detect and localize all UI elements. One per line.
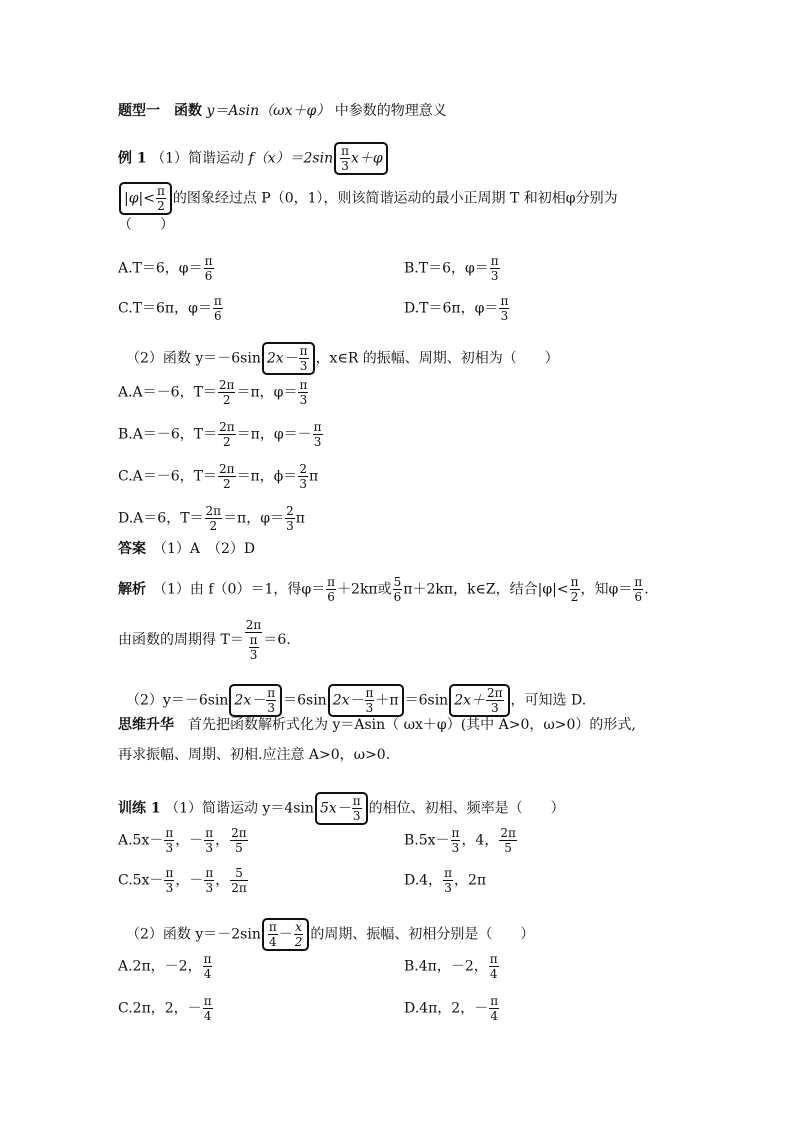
function-argument: $\frac{\pi}{4}$ － $\frac{x}{2}$: [262, 918, 310, 951]
analysis-line1: 解析 （1）由 f（0）＝1，得φ＝ $\frac{\pi}{6}$ ＋2kπ或 $\frac{5}{6}$ π＋2kπ，k∈Z，结合|φ|< $\frac{\pi}{2}$ ，知φ＝ $\frac{\pi}{6}$ .: [118, 575, 649, 604]
option-2c: C.A＝－6，T＝ $\frac{2\pi}{2}$ ＝π，ϕ＝ $\frac{2}{3}$ π: [118, 462, 319, 491]
option-b: B.T＝6，φ＝ $\frac{\pi}{3}$: [404, 254, 499, 283]
training2-option-d: D.4π，2，－ $\frac{\pi}{4}$: [404, 994, 499, 1023]
summary-line1: 思维升华 首先把函数解析式化为 y＝Asin（ ωx＋φ）(其中 A>0，ω>0）的形式,: [118, 717, 636, 733]
training-option-d: D.4， $\frac{\pi}{3}$ ，2π: [404, 866, 487, 895]
fraction: $\frac{2}{3}$: [286, 504, 294, 533]
fraction: $\frac{\pi}{6}$: [634, 575, 643, 604]
fraction: $\frac{\pi}{2}$: [156, 184, 165, 213]
answer-label: 答案: [118, 541, 146, 557]
training2-option-a: A.2π，－2， $\frac{\pi}{4}$: [118, 952, 212, 981]
summary-line2: 再求振幅、周期、初相.应注意 A>0，ω>0.: [118, 747, 391, 763]
example-text: （1）简谐运动: [151, 150, 244, 167]
section-title-tail: 中参数的物理意义: [334, 103, 447, 119]
fraction: $\frac{\pi}{4}$: [268, 920, 277, 949]
function-argument: 2x－ $\frac{\pi}{3}$: [262, 342, 315, 375]
fraction: $\frac{2}{3}$: [299, 462, 307, 491]
example1-part1-line1: [118, 142, 389, 175]
fraction: $\frac{\pi}{3}$: [249, 633, 258, 662]
fraction: $\frac{\pi}{3}$: [165, 866, 174, 895]
fraction: $\frac{2\pi}{2}$: [219, 420, 235, 449]
fraction: $\frac{\pi}{3}$: [444, 866, 452, 895]
option-a: A.T＝6，φ＝ $\frac{\pi}{6}$: [118, 254, 213, 283]
analysis-line2: 由函数的周期得 T＝ $\frac{2\pi}{\frac{\pi}{3}}$ ＝6.: [118, 618, 291, 662]
fraction: $\frac{\pi}{3}$: [451, 826, 460, 855]
training1-part1: 训练 1 （1）简谐运动 y＝4sin 5x－ $\frac{\pi}{3}$ 的相位、初相、频率是（ ）: [118, 794, 565, 823]
fraction: $\frac{\pi}{6}$: [327, 575, 336, 604]
fraction: $\frac{\pi}{4}$: [203, 952, 212, 981]
function-argument: $\frac{\pi}{3}$ x＋φ: [334, 142, 388, 175]
example1-part2: （2）函数 y＝－6sin 2x－ $\frac{\pi}{3}$ ，x∈R 的振幅、周期、初相为（ ）: [126, 344, 559, 373]
answer-line: [118, 540, 255, 558]
fraction: $\frac{\pi}{4}$: [203, 994, 212, 1023]
training-label: 训练 1: [118, 800, 161, 817]
function-argument: 2x－ $\frac{\pi}{3}$ ＋π: [328, 684, 404, 717]
fraction: $\frac{\pi}{6}$: [204, 254, 213, 283]
fraction: $\frac{\pi}{3}$: [500, 294, 509, 323]
training2-option-b: B.4π，－2， $\frac{\pi}{4}$: [404, 952, 498, 981]
function-argument: 2x－ $\frac{\pi}{3}$: [229, 684, 282, 717]
question-text: 的图象经过点 P（0，1），则该简谐运动的最小正周期 T 和初相φ分别为: [172, 190, 618, 207]
fraction: $\frac{\pi}{4}$: [489, 952, 498, 981]
training2-option-c: C.2π，2，－ $\frac{\pi}{4}$: [118, 994, 212, 1023]
fraction: $\frac{x}{2}$: [294, 920, 303, 949]
fraction: $\frac{\pi}{3}$: [490, 254, 499, 283]
fraction: $\frac{2\pi}{3}$: [487, 686, 503, 715]
phase-condition: |φ|< $\frac{\pi}{2}$: [119, 182, 172, 215]
fraction: $\frac{\pi}{3}$: [205, 826, 214, 855]
fraction: $\frac{\pi}{3}$: [299, 378, 308, 407]
option-2b: B.A＝－6，T＝ $\frac{2\pi}{2}$ ＝π，φ＝－ $\frac{\pi}{3}$: [118, 420, 322, 449]
training-option-b: B.5x－ $\frac{\pi}{3}$ ，4， $\frac{2\pi}{5}$: [404, 826, 516, 855]
training-option-a: A.5x－ $\frac{\pi}{3}$ ，－ $\frac{\pi}{3}$ ， $\frac{2\pi}{5}$: [118, 826, 247, 855]
fraction: $\frac{\pi}{4}$: [490, 994, 499, 1023]
fraction: $\frac{\pi}{3}$: [205, 866, 214, 895]
fraction: $\frac{5}{2\pi}$: [231, 866, 247, 895]
option-2a: A.A＝－6，T＝ $\frac{2\pi}{2}$ ＝π，φ＝ $\frac{\pi}{3}$: [118, 378, 308, 407]
section-label: 题型一 函数: [118, 103, 202, 119]
fraction: $\frac{\pi}{2}$: [570, 575, 579, 604]
analysis-line3: （2）y＝－6sin 2x－ $\frac{\pi}{3}$ ＝6sin 2x－ $\frac{\pi}{3}$ ＋π ＝6sin 2x＋ $\frac{2\pi}{3}$ ，可知选 D.: [126, 686, 587, 715]
fraction: $\frac{2\pi}{5}$: [231, 826, 247, 855]
fraction: $\frac{2\pi}{5}$: [500, 826, 516, 855]
fraction: $\frac{5}{6}$: [393, 575, 402, 604]
answer-text: （1）A （2）D: [160, 541, 256, 557]
fraction: $\frac{\pi}{3}$: [299, 344, 308, 373]
summary-label: 思维升华: [118, 717, 174, 733]
fraction: $\frac{2\pi}{2}$: [205, 504, 222, 533]
option-d: D.T＝6π，φ＝ $\frac{\pi}{3}$: [404, 294, 509, 323]
option-c: C.T＝6π，φ＝ $\frac{\pi}{6}$: [118, 294, 222, 323]
training1-part2: （2）函数 y＝－2sin $\frac{\pi}{4}$ － $\frac{x}{2}$ 的周期、振幅、初相分别是（ ）: [126, 920, 535, 949]
example-label: 例 1: [118, 150, 147, 167]
compound-fraction: $\frac{2\pi}{\frac{\pi}{3}}$: [245, 618, 262, 662]
analysis-label: 解析: [118, 581, 146, 598]
training-option-c: C.5x－ $\frac{\pi}{3}$ ，－ $\frac{\pi}{3}$ ， $\frac{5}{2\pi}$: [118, 866, 247, 895]
fraction: $\frac{\pi}{3}$: [352, 794, 361, 823]
function-argument: 5x－ $\frac{\pi}{3}$: [315, 792, 368, 825]
section-function: y＝Asin（ωx＋φ）: [206, 103, 331, 119]
fraction: $\frac{2\pi}{2}$: [218, 378, 235, 407]
example1-part1-line2: [118, 182, 618, 215]
fraction: $\frac{\pi}{3}$: [313, 420, 322, 449]
fraction: $\frac{\pi}{3}$: [365, 686, 374, 715]
section-title: [118, 102, 447, 120]
answer-blank: （ ）: [118, 217, 174, 233]
fraction: $\frac{\pi}{3}$: [165, 826, 174, 855]
fraction: $\frac{\pi}{3}$: [267, 686, 276, 715]
option-2d: D.A＝6，T＝ $\frac{2\pi}{2}$ ＝π，φ＝ $\frac{2}{3}$ π: [118, 504, 305, 533]
example-function: f（x）＝2sin: [248, 150, 334, 167]
function-argument: 2x＋ $\frac{2\pi}{3}$: [449, 684, 509, 717]
fraction: $\frac{2\pi}{2}$: [219, 462, 235, 491]
fraction: $\frac{\pi}{3}$: [341, 144, 350, 173]
fraction: $\frac{\pi}{6}$: [213, 294, 222, 323]
